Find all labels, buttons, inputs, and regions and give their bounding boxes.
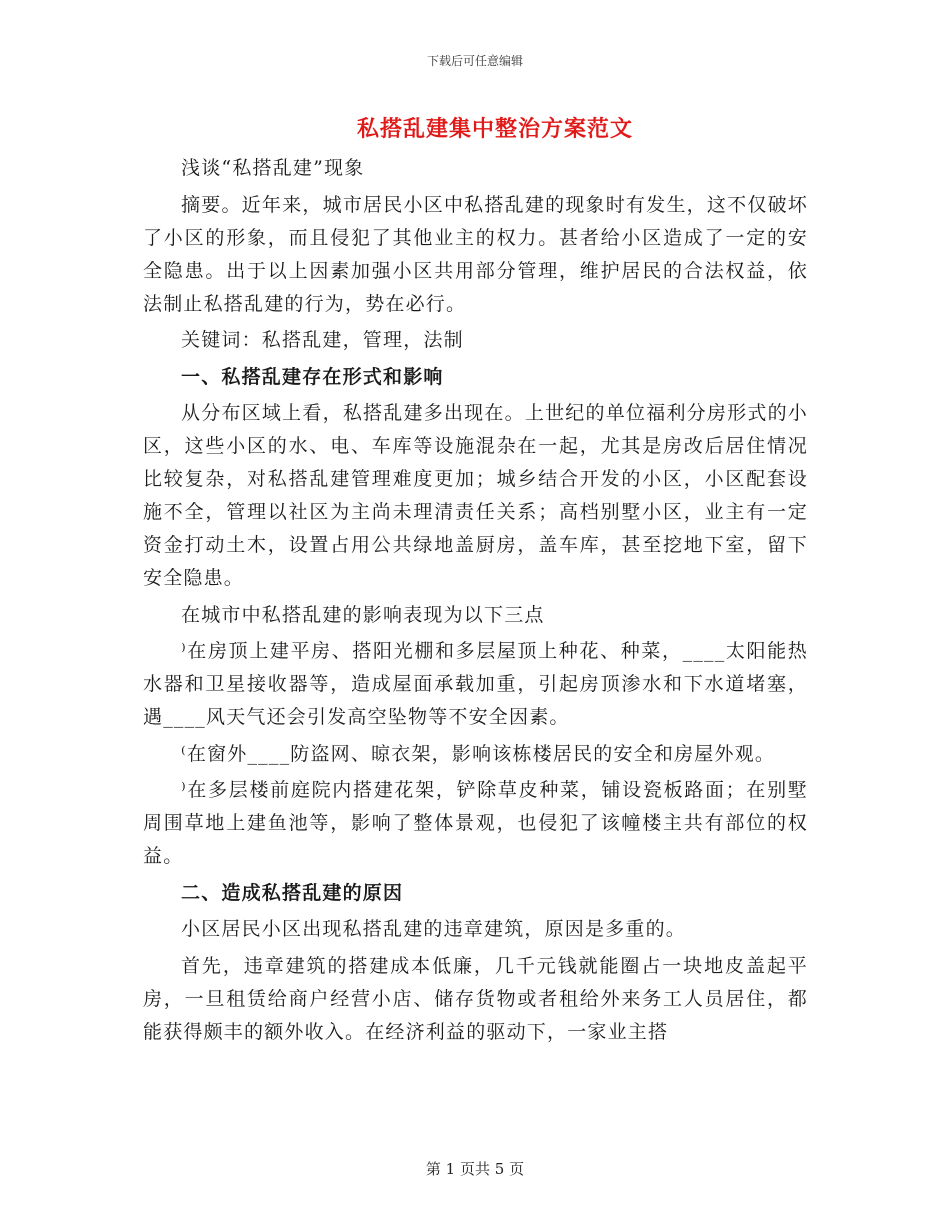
paragraph: 从分布区域上看，私搭乱建多出现在。上世纪的单位福利分房形式的小区，这些小区的水、电、车库等设施混杂在一起，尤其是房改后居住情况比较复杂，对私搭乱建管理难度更加；城乡结合开发的小区，小区配套设施不全，管理以社区为主尚未理清责任关系；高档别墅小区，业主有一定资金打动土木，设置占用公共绿地盖厨房，盖车库，甚至挖地下室，留下安全隐患。 (143, 402, 808, 589)
paragraph-subtitle: 浅谈“私搭乱建”现象 (181, 157, 365, 179)
section-heading-1: 一、私搭乱建存在形式和影响 (181, 365, 444, 388)
paragraph: 小区居民小区出现私搭乱建的违章建筑，原因是多重的。 (181, 918, 687, 940)
list-item: ⁾在房顶上建平房、搭阳光棚和多层屋顶上种花、种菜，____太阳能热水器和卫星接收器等，造成屋面承载加重，引起房顶渗水和下水道堵塞，遇____风天气还会引发高空坠物等不安全因素。 (143, 640, 808, 728)
document-title: 私搭乱建集中整治方案范文 (356, 116, 633, 142)
paragraph: 首先，违章建筑的搭建成本低廉，几千元钱就能圈占一块地皮盖起平房，一旦租赁给商户经营小店、储存货物或者租给外来务工人员居住，都能获得颇丰的额外收入。在经济利益的驱动下，一家业主搭 (143, 954, 808, 1043)
list-item: ⁾在多层楼前庭院内搭建花架，铲除草皮种菜，铺设瓷板路面；在别墅周围草地上建鱼池等，影响了整体景观，也侵犯了该幢楼主共有部位的权益。 (143, 779, 808, 867)
paragraph-keywords: 关键词：私搭乱建，管理，法制 (181, 329, 464, 351)
page-number: 第 1 页共 5 页 (425, 1160, 525, 1178)
document-body (143, 152, 808, 1052)
list-item: ⁽在窗外____防盗网、晾衣架，影响该栋楼居民的安全和房屋外观。 (181, 742, 776, 765)
paragraph: 在城市中私搭乱建的影响表现为以下三点 (181, 603, 545, 626)
section-heading-2: 二、造成私搭乱建的原因 (181, 881, 404, 904)
header-note: 下载后可任意编辑 (426, 54, 523, 68)
paragraph-abstract: 摘要。近年来，城市居民小区中私搭乱建的现象时有发生，这不仅破坏了小区的形象，而且侵犯了其他业主的权力。甚者给小区造成了一定的安全隐患。出于以上因素加强小区共用部分管理，维护居民的合法权益，依法制止私搭乱建的行为，势在必行。 (143, 193, 808, 315)
